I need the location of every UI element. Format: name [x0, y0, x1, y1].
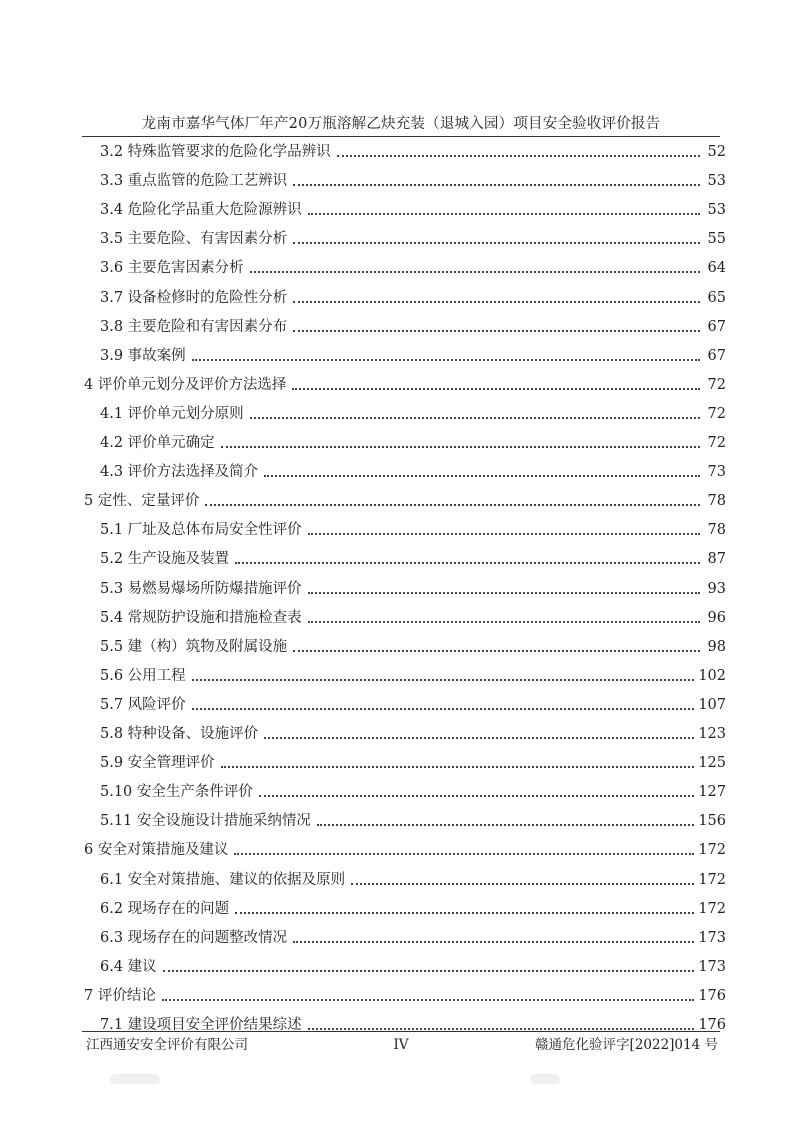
toc-entry-page: 72 — [707, 376, 726, 393]
toc-entry-label: 5.6 公用工程 — [100, 667, 186, 684]
toc-entry-page: 102 — [698, 667, 726, 684]
toc-entry-page: 93 — [707, 580, 726, 597]
toc-entry-label: 5 定性、定量评价 — [84, 493, 200, 510]
dot-leader — [250, 271, 700, 273]
toc-entry-label: 7 评价结论 — [84, 987, 156, 1004]
page-footer — [82, 1031, 720, 1056]
toc-entry-page: 67 — [707, 318, 726, 335]
toc-entry-page: 67 — [707, 347, 726, 364]
toc-entry-page: 173 — [698, 958, 726, 975]
page-number: IV — [393, 1037, 409, 1053]
dot-leader — [308, 621, 700, 623]
toc-entry-label: 5.10 安全生产条件评价 — [100, 784, 253, 801]
toc-entry-label: 3.6 主要危害因素分析 — [100, 260, 244, 277]
toc-entry[interactable] — [100, 342, 726, 366]
toc-entry-label: 6.2 现场存在的问题 — [100, 900, 230, 917]
toc-entry[interactable] — [84, 487, 726, 511]
toc-entry[interactable] — [100, 895, 726, 919]
toc-entry[interactable] — [100, 545, 726, 569]
toc-entry-page: 72 — [707, 405, 726, 422]
toc-entry-label: 6 安全对策措施及建议 — [84, 842, 229, 859]
toc-entry[interactable] — [100, 691, 726, 715]
dot-leader — [308, 1028, 695, 1030]
toc-entry-page: 96 — [707, 609, 726, 626]
dot-leader — [317, 824, 694, 826]
company-name: 江西通安安全评价有限公司 — [86, 1037, 248, 1053]
dot-leader — [292, 388, 700, 390]
scan-smudge — [530, 1074, 560, 1084]
toc-entry-page: 87 — [707, 551, 726, 568]
toc-entry-label: 3.2 特殊监管要求的危险化学品辨识 — [100, 144, 331, 160]
toc-entry-label: 5.8 特种设备、设施评价 — [100, 726, 259, 742]
dot-leader — [308, 533, 700, 535]
page-header — [82, 112, 720, 137]
dot-leader — [192, 708, 695, 710]
dot-leader — [234, 853, 694, 855]
dot-leader — [337, 155, 700, 157]
toc-entry[interactable] — [84, 836, 726, 860]
toc-entry-page: 172 — [698, 842, 726, 859]
toc-entry[interactable] — [100, 604, 726, 628]
toc-entry-label: 6.4 建议 — [100, 958, 157, 975]
toc-entry-label: 5.4 常规防护设施和措施检查表 — [100, 609, 302, 626]
toc-entry-label: 3.4 危险化学品重大危险源辨识 — [100, 202, 302, 219]
toc-entry-page: 172 — [698, 871, 726, 888]
toc-entry-label: 3.3 重点监管的危险工艺辨识 — [100, 173, 288, 190]
toc-entry[interactable] — [100, 458, 726, 482]
toc-entry[interactable] — [100, 138, 726, 162]
toc-entry[interactable] — [100, 778, 726, 802]
toc-entry-page: 53 — [707, 202, 726, 219]
toc-entry-label: 3.8 主要危险和有害因素分布 — [100, 318, 288, 335]
toc-entry-page: 172 — [698, 900, 726, 917]
toc-entry-page: 98 — [707, 638, 726, 655]
dot-leader — [293, 184, 700, 186]
toc-entry[interactable] — [100, 167, 726, 191]
toc-entry[interactable] — [100, 633, 726, 657]
toc-entry[interactable] — [100, 749, 726, 773]
toc-entry-page: 72 — [707, 435, 726, 451]
toc-entry-page: 65 — [707, 289, 726, 306]
scan-smudge — [110, 1074, 160, 1084]
dot-leader — [192, 679, 695, 681]
dot-leader — [250, 417, 700, 419]
toc-entry[interactable] — [100, 662, 726, 686]
toc-entry[interactable] — [84, 371, 726, 395]
toc-entry[interactable] — [100, 429, 726, 453]
toc-entry-page: 52 — [707, 144, 726, 160]
toc-entry-label: 4.1 评价单元划分原则 — [100, 405, 244, 422]
toc-entry-label: 5.1 厂址及总体布局安全性评价 — [100, 522, 302, 539]
toc-entry[interactable] — [100, 720, 726, 744]
toc-entry-label: 4.3 评价方法选择及简介 — [100, 464, 259, 481]
toc-entry-label: 5.5 建（构）筑物及附属设施 — [100, 638, 288, 655]
toc-entry-page: 156 — [698, 813, 726, 830]
toc-entry-page: 127 — [698, 784, 726, 801]
dot-leader — [293, 650, 700, 652]
toc-entry-page: 123 — [698, 726, 726, 742]
toc-entry[interactable] — [100, 516, 726, 540]
toc-entry-page: 78 — [707, 522, 726, 539]
report-title: 龙南市嘉华气体厂年产20万瓶溶解乙炔充装（退城入园）项目安全验收评价报告 — [141, 116, 661, 132]
toc-entry-page: 173 — [698, 929, 726, 946]
dot-leader — [264, 737, 694, 739]
toc-entry[interactable] — [100, 575, 726, 599]
toc-entry-page: 53 — [707, 173, 726, 190]
dot-leader — [221, 766, 695, 768]
toc-entry-label: 4.2 评价单元确定 — [100, 435, 215, 451]
dot-leader — [351, 883, 694, 885]
toc-entry-page: 125 — [698, 755, 726, 772]
toc-entry-label: 6.1 安全对策措施、建议的依据及原则 — [100, 871, 346, 888]
toc-entry[interactable] — [100, 225, 726, 249]
report-number: 赣通危化验评字[2022]014 号 — [535, 1037, 718, 1053]
dot-leader — [264, 475, 700, 477]
dot-leader — [308, 592, 700, 594]
toc-entry[interactable] — [100, 313, 726, 337]
toc-entry-page: 78 — [707, 493, 726, 510]
toc-entry-label: 7.1 建设项目安全评价结果综述 — [100, 1017, 302, 1033]
toc-entry[interactable] — [100, 953, 726, 977]
toc-entry[interactable] — [100, 807, 726, 831]
toc-entry[interactable] — [100, 924, 726, 948]
toc-entry-label: 5.2 生产设施及装置 — [100, 551, 230, 568]
toc-entry[interactable] — [100, 400, 726, 424]
dot-leader — [163, 970, 695, 972]
toc-entry-label: 3.5 主要危险、有害因素分析 — [100, 231, 288, 248]
toc-entry-label: 5.9 安全管理评价 — [100, 755, 215, 772]
dot-leader — [205, 504, 700, 506]
dot-leader — [259, 795, 694, 797]
toc-entry-page: 55 — [707, 231, 726, 248]
dot-leader — [221, 446, 700, 448]
dot-leader — [162, 999, 694, 1001]
toc-entry-page: 73 — [707, 464, 726, 481]
dot-leader — [235, 912, 694, 914]
toc-entry-label: 4 评价单元划分及评价方法选择 — [84, 376, 287, 393]
toc-entry-label: 3.9 事故案例 — [100, 347, 186, 364]
toc-entry[interactable] — [100, 254, 726, 278]
toc-entry-label: 5.3 易燃易爆场所防爆措施评价 — [100, 580, 302, 597]
toc-entry-label: 5.7 风险评价 — [100, 696, 186, 713]
toc-entry[interactable] — [84, 982, 726, 1006]
toc-entry-label: 3.7 设备检修时的危险性分析 — [100, 289, 288, 306]
toc-entry-page: 176 — [698, 1017, 726, 1033]
dot-leader — [293, 941, 694, 943]
dot-leader — [308, 213, 700, 215]
toc-entry-page: 176 — [698, 987, 726, 1004]
dot-leader — [235, 562, 700, 564]
toc-entry-page: 64 — [707, 260, 726, 277]
dot-leader — [293, 330, 700, 332]
dot-leader — [293, 242, 700, 244]
toc-entry-label: 5.11 安全设施设计措施采纳情况 — [100, 813, 311, 830]
dot-leader — [293, 301, 700, 303]
toc-entry[interactable] — [100, 866, 726, 890]
toc-entry-page: 107 — [698, 696, 726, 713]
toc-entry[interactable] — [100, 196, 726, 220]
toc-entry-label: 6.3 现场存在的问题整改情况 — [100, 929, 288, 946]
dot-leader — [192, 359, 700, 361]
toc-entry[interactable] — [100, 284, 726, 308]
